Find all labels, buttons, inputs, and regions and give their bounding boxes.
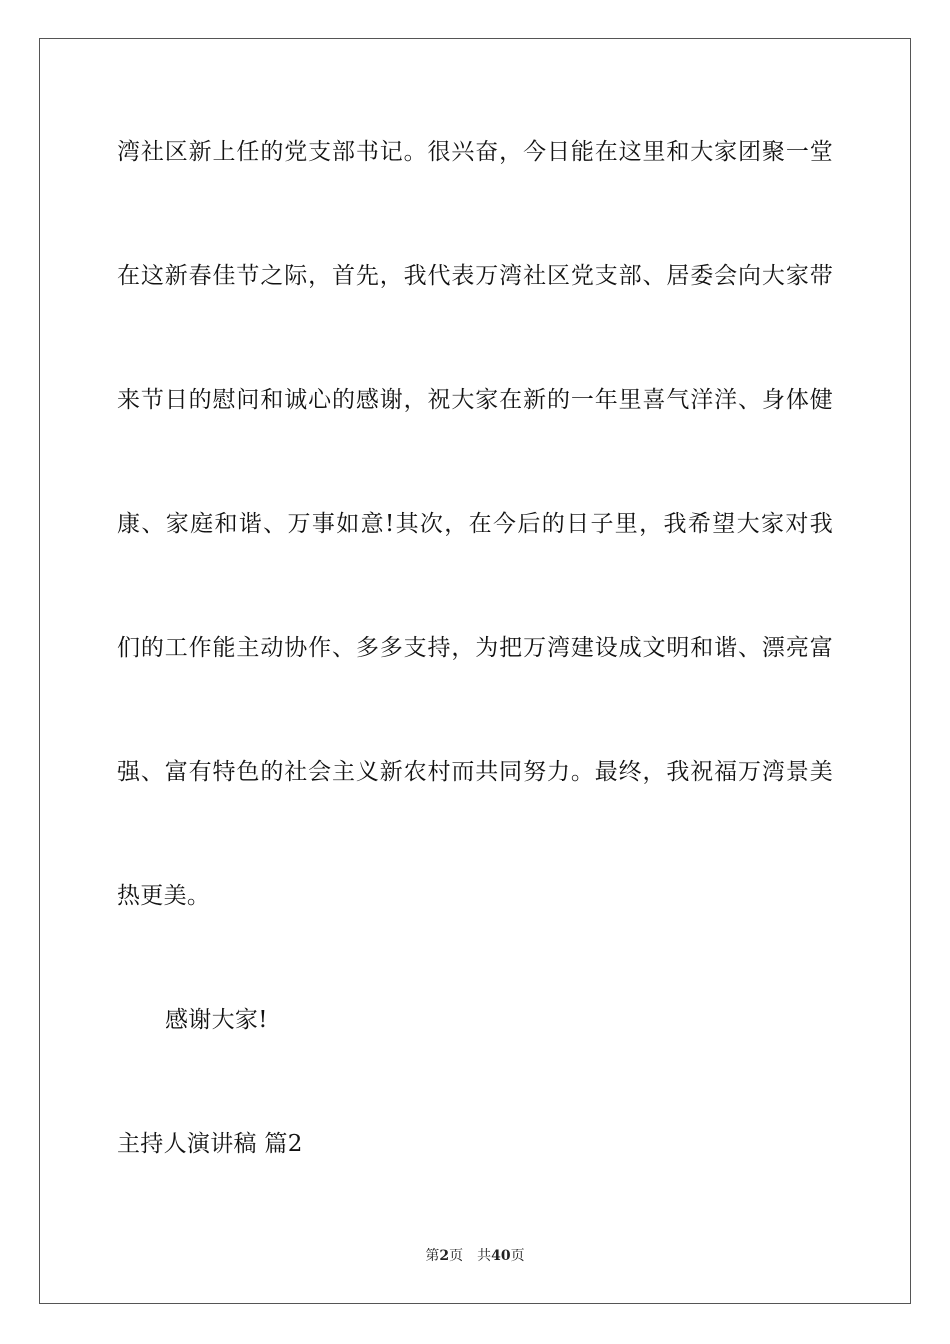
page-border <box>39 38 911 1304</box>
paragraph-line-2: 在这新春佳节之际，首先，我代表万湾社区党支部、居委会向大家带 <box>117 263 833 289</box>
paragraph-line-1: 湾社区新上任的党支部书记。很兴奋，今日能在这里和大家团聚一堂 <box>117 139 833 165</box>
paragraph-line-4: 康、家庭和谐、万事如意!其次，在今后的日子里，我希望大家对我 <box>117 511 833 537</box>
paragraph-line-6: 强、富有特色的社会主义新农村而共同努力。最终，我祝福万湾景美 <box>117 759 833 785</box>
paragraph-line-5: 们的工作能主动协作、多多支持，为把万湾建设成文明和谐、漂亮富 <box>117 635 833 661</box>
footer-page-prefix: 第 <box>425 1248 440 1264</box>
footer-page-suffix: 页 <box>449 1248 464 1264</box>
paragraph-line-3: 来节日的慰问和诚心的感谢，祝大家在新的一年里喜气洋洋、身体健 <box>117 387 833 413</box>
footer-total-suffix: 页 <box>510 1248 525 1264</box>
footer-total-pages: 40 <box>491 1248 511 1264</box>
paragraph-line-7: 热更美。 <box>117 883 211 909</box>
thanks-line: 感谢大家! <box>165 1007 268 1033</box>
footer-total-prefix: 共 <box>477 1248 492 1264</box>
page-footer <box>0 1247 950 1265</box>
footer-page-number: 2 <box>439 1248 450 1264</box>
section-heading: 主持人演讲稿 篇2 <box>117 1131 303 1157</box>
